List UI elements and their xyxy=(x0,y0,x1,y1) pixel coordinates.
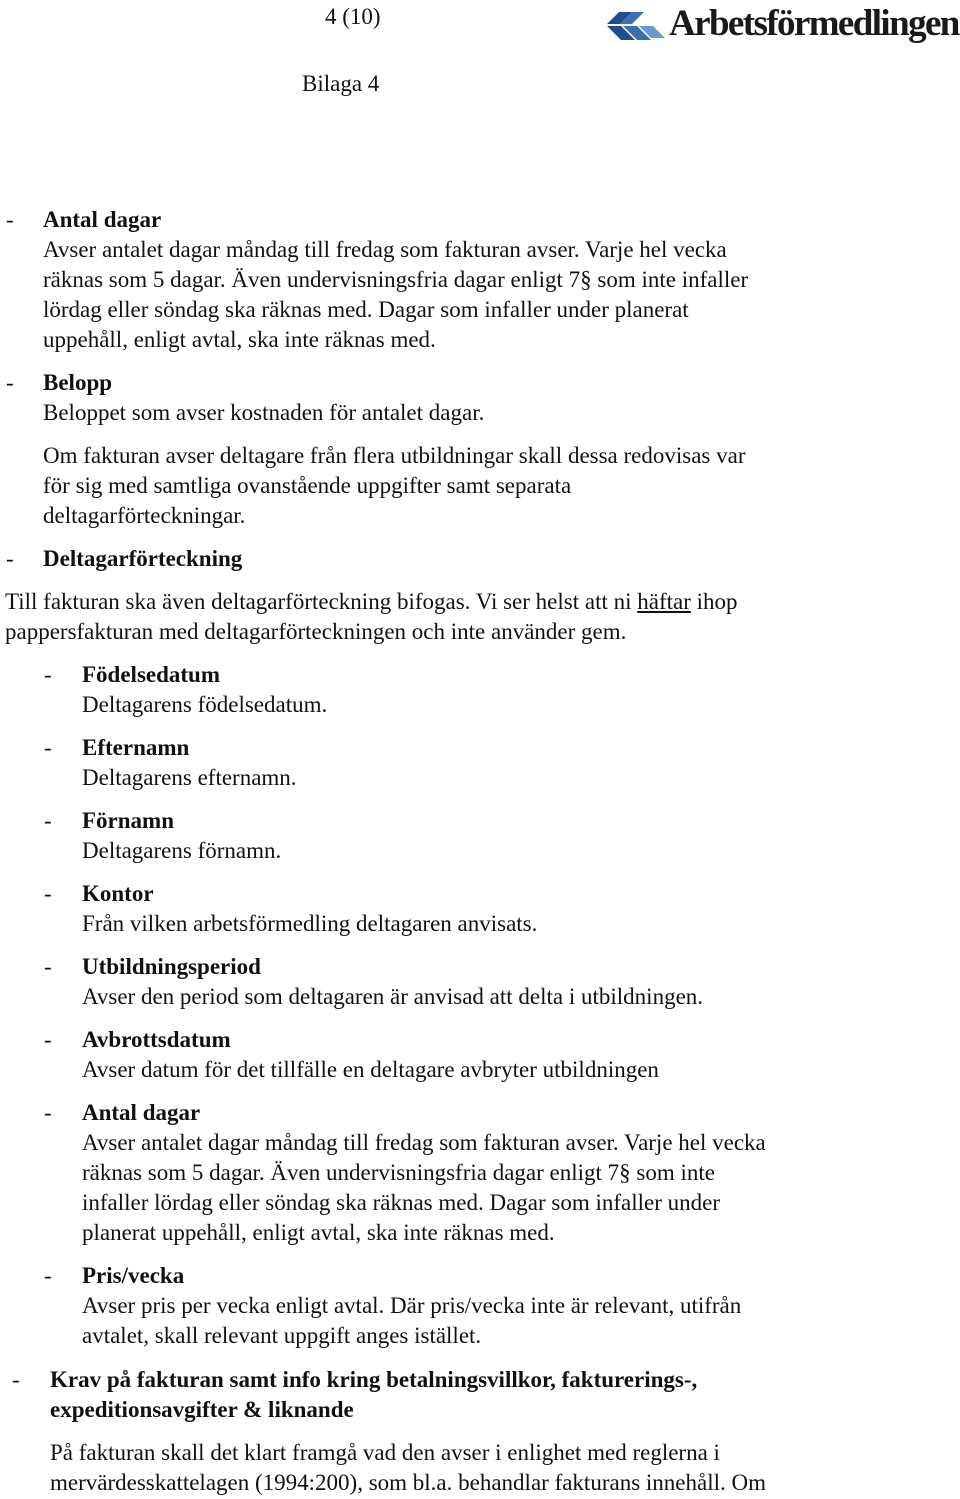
paragraph-line: pappersfakturan med deltagarförteckningen och inte använder gem. xyxy=(5,619,627,644)
list-dash: - xyxy=(44,881,52,906)
logo-wordmark: Arbetsförmedlingen xyxy=(669,3,959,44)
logo-mark-icon xyxy=(607,10,667,44)
term-label: Efternamn xyxy=(82,735,190,760)
desc-line: Deltagarens efternamn. xyxy=(82,765,297,790)
underlined-word: häftar xyxy=(637,589,691,614)
participant-list-intro xyxy=(5,587,955,647)
item-antal-dagar-participant xyxy=(82,1098,942,1248)
term-label: Avbrottsdatum xyxy=(82,1027,231,1052)
list-dash: - xyxy=(44,1100,52,1125)
desc-line: räknas som 5 dagar. Även undervisningsfria dagar enligt 7§ som inte infaller xyxy=(43,267,749,292)
paragraph-line: för sig med samtliga ovanstående uppgifter samt separata xyxy=(43,473,572,498)
desc-line: Avser antalet dagar måndag till fredag som fakturan avser. Varje hel vecka xyxy=(82,1130,766,1155)
item-pris-vecka xyxy=(82,1261,942,1351)
desc-line: Avser antalet dagar måndag till fredag som fakturan avser. Varje hel vecka xyxy=(43,237,727,262)
krav-paragraph xyxy=(50,1438,950,1498)
list-dash: - xyxy=(44,735,52,760)
desc-line: Deltagarens förnamn. xyxy=(82,838,282,863)
desc-line: planerat uppehåll, enligt avtal, ska inte räknas med. xyxy=(82,1220,555,1245)
text-segment: ihop xyxy=(690,589,738,614)
term-label: Belopp xyxy=(43,370,113,395)
list-dash: - xyxy=(6,546,14,571)
list-dash: - xyxy=(12,1367,20,1392)
term-label: Krav på fakturan samt info kring betalningsvillkor, fakturerings-, xyxy=(50,1367,698,1392)
arbetsformedlingen-logo xyxy=(607,4,960,48)
item-efternamn xyxy=(82,733,942,793)
multi-education-note xyxy=(43,441,943,531)
desc-line: lördag eller söndag ska räknas med. Dagar som infaller under planerat xyxy=(43,297,689,322)
list-dash: - xyxy=(44,1027,52,1052)
term-label: Kontor xyxy=(82,881,154,906)
paragraph-line: deltagarförteckningar. xyxy=(43,503,246,528)
list-dash: - xyxy=(44,954,52,979)
item-fodelsedatum xyxy=(82,660,942,720)
desc-line: Från vilken arbetsförmedling deltagaren anvisats. xyxy=(82,911,538,936)
page-number: 4 (10) xyxy=(325,4,381,29)
list-dash: - xyxy=(6,207,14,232)
item-fornamn xyxy=(82,806,942,866)
text-segment: Till fakturan ska även deltagarförteckning bifogas. Vi ser helst att ni xyxy=(5,589,638,614)
term-label: Förnamn xyxy=(82,808,174,833)
term-label: Födelsedatum xyxy=(82,662,220,687)
item-belopp xyxy=(43,368,943,428)
list-dash: - xyxy=(44,1263,52,1288)
desc-line: avtalet, skall relevant uppgift anges istället. xyxy=(82,1323,482,1348)
item-utbildningsperiod xyxy=(82,952,942,1012)
term-label: Pris/vecka xyxy=(82,1263,185,1288)
list-dash: - xyxy=(44,662,52,687)
term-label: Antal dagar xyxy=(43,207,162,232)
desc-line: uppehåll, enligt avtal, ska inte räknas med. xyxy=(43,327,436,352)
list-dash: - xyxy=(6,370,14,395)
item-avbrottsdatum xyxy=(82,1025,942,1085)
term-label: expeditionsavgifter & liknande xyxy=(50,1397,354,1422)
item-kontor xyxy=(82,879,942,939)
term-label: Deltagarförteckning xyxy=(43,546,243,571)
paragraph-line: Om fakturan avser deltagare från flera utbildningar skall dessa redovisas var xyxy=(43,443,746,468)
item-antal-dagar xyxy=(43,205,943,355)
paragraph-line xyxy=(5,587,955,617)
desc-line: Avser pris per vecka enligt avtal. Där pris/vecka inte är relevant, utifrån xyxy=(82,1293,742,1318)
desc-line: Avser den period som deltagaren är anvisad att delta i utbildningen. xyxy=(82,984,704,1009)
paragraph-line: mervärdesskattelagen (1994:200), som bl.a. behandlar fakturans innehåll. Om xyxy=(50,1470,766,1495)
desc-line: Avser datum för det tillfälle en deltagare avbryter utbildningen xyxy=(82,1057,659,1082)
desc-line: räknas som 5 dagar. Även undervisningsfria dagar enligt 7§ som inte xyxy=(82,1160,715,1185)
term-label: Utbildningsperiod xyxy=(82,954,261,979)
paragraph-line: På fakturan skall det klart framgå vad den avser i enlighet med reglerna i xyxy=(50,1440,720,1465)
appendix-label: Bilaga 4 xyxy=(302,71,380,96)
item-deltagarforteckning xyxy=(43,544,943,574)
item-krav-faktura xyxy=(50,1365,950,1425)
desc-line: Beloppet som avser kostnaden för antalet dagar. xyxy=(43,400,485,425)
term-label: Antal dagar xyxy=(82,1100,201,1125)
list-dash: - xyxy=(44,808,52,833)
desc-line: infaller lördag eller söndag ska räknas med. Dagar som infaller under xyxy=(82,1190,721,1215)
desc-line: Deltagarens födelsedatum. xyxy=(82,692,328,717)
